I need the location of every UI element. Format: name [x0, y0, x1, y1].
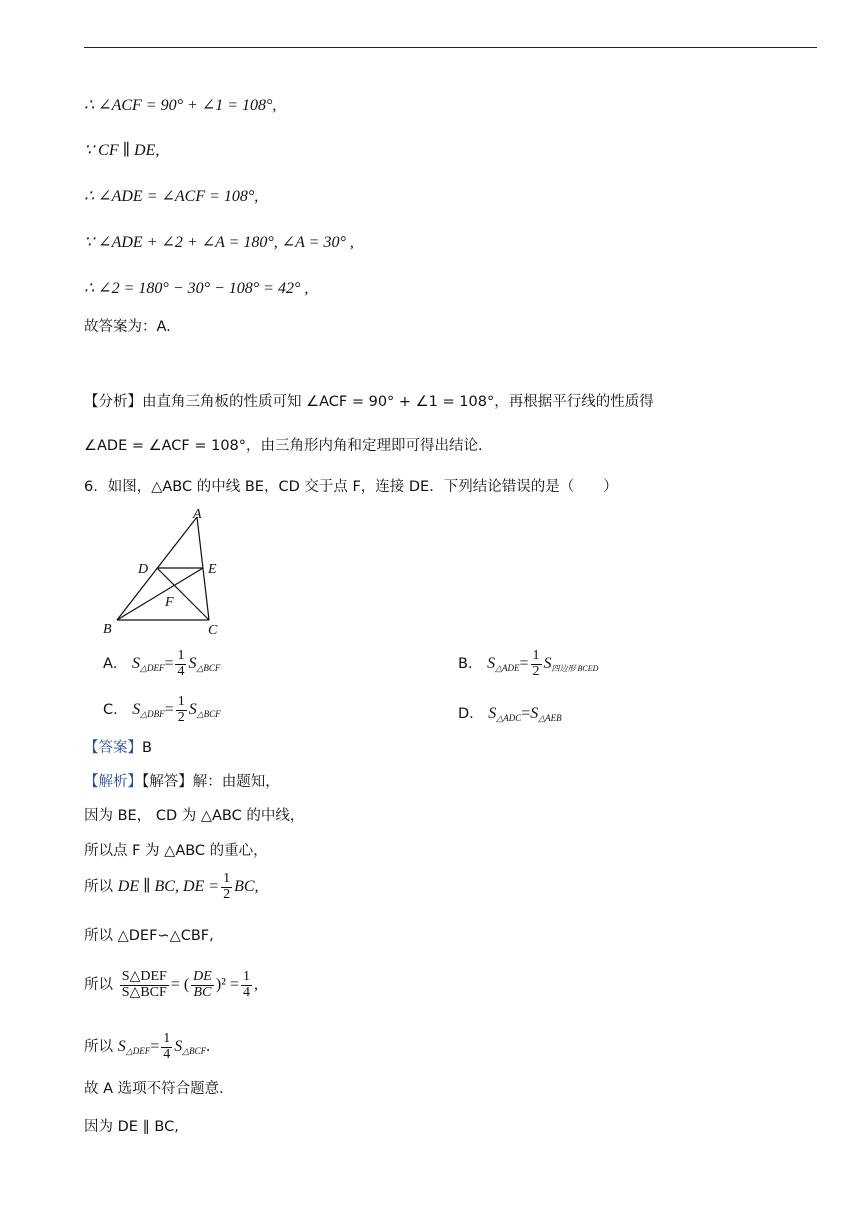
option-b-num: 1 [532, 648, 540, 663]
analysis-text-2: ∠ADE = ∠ACF = 108°，由三角形内角和定理即可得出结论. [84, 438, 483, 454]
step-5-prefix: 所以 [84, 977, 113, 994]
solution-step-6 [84, 1032, 210, 1062]
step-line-3: ∴ ∠ADE = ∠ACF = 108°, [84, 188, 259, 205]
step-5-fraction-1 [120, 970, 169, 1000]
step-5-end: , [253, 976, 258, 994]
option-b-fraction [531, 649, 542, 679]
solution-intro: 【解答】解：由题知， [142, 774, 280, 790]
triangle-figure [100, 505, 230, 640]
step-line-4: ∵ ∠ADE + ∠2 + ∠A = 180°, ∠A = 30° , [84, 234, 354, 251]
option-a-den: 4 [177, 663, 185, 679]
answer-statement: 故答案为：A. [84, 319, 171, 335]
option-a-lhs: S [132, 655, 141, 673]
step-5-fraction-3 [241, 970, 252, 1000]
step-3-num: 1 [223, 871, 231, 886]
step-5-f2-den: BC [193, 984, 212, 1000]
step-5-eq2: )² = [215, 976, 239, 994]
option-a-rhs: S [188, 655, 197, 673]
step-3-prefix: 所以 [84, 879, 113, 896]
solution-step-1: 因为 BE， CD 为 △ABC 的中线， [84, 808, 305, 824]
step-6-rhs: S [174, 1038, 183, 1056]
step-3-fraction [221, 872, 232, 902]
median-be [117, 568, 203, 620]
option-c-lhs: S [132, 701, 141, 719]
option-b-lhs-sub: △ADE [495, 663, 520, 674]
step-5-f1-num: S△DEF [121, 969, 167, 984]
solution-tag: 【解析】 [84, 774, 142, 790]
step-6-eq: = [150, 1038, 160, 1056]
option-d-rhs: S [530, 705, 539, 722]
step-3-expr-a: DE ∥ BC, DE = [117, 878, 220, 896]
option-a-eq: = [164, 655, 174, 673]
label-b: B [103, 622, 112, 637]
option-a-label: A． [103, 656, 128, 673]
step-6-fraction [161, 1032, 172, 1062]
option-d[interactable] [458, 702, 562, 724]
analysis-tag: 【分析】 [84, 394, 142, 410]
solution-step-5 [84, 970, 258, 1000]
option-a-lhs-sub: △DEF [140, 663, 165, 674]
step-6-den: 4 [163, 1046, 171, 1062]
option-d-rhs-sub: △AEB [538, 713, 562, 723]
step-5-f3-den: 4 [242, 984, 250, 1000]
label-e: E [208, 562, 217, 577]
option-d-eq: = [521, 705, 531, 722]
option-b-label: B． [458, 656, 483, 673]
step-3-den: 2 [223, 886, 231, 902]
option-b-rhs: S [543, 655, 552, 673]
step-6-num: 1 [163, 1031, 171, 1046]
step-5-f2-num: DE [193, 969, 212, 984]
median-cd [157, 568, 209, 620]
header-rule [84, 47, 817, 48]
solution-step-8: 因为 DE ∥ BC, [84, 1119, 179, 1135]
option-a-num: 1 [177, 648, 185, 663]
answer-tag: 【答案】 [84, 740, 142, 756]
option-c-num: 1 [177, 694, 185, 709]
label-d: D [138, 562, 149, 577]
option-a-fraction [175, 649, 186, 679]
step-line-1: ∴ ∠ACF = 90° + ∠1 = 108°, [84, 97, 277, 114]
step-5-f3-num: 1 [242, 969, 250, 984]
option-c-eq: = [164, 701, 174, 719]
option-b-lhs: S [487, 655, 496, 673]
label-a: A [193, 507, 202, 522]
step-6-prefix: 所以 [84, 1039, 113, 1056]
step-6-end: . [206, 1038, 211, 1056]
step-5-f1-den: S△BCF [121, 984, 167, 1000]
option-b[interactable] [458, 649, 598, 679]
step-5-eq1: = ( [170, 976, 190, 994]
label-c: C [208, 623, 218, 638]
solution-step-2: 所以点 F 为 △ABC 的重心， [84, 843, 268, 859]
analysis-paragraph [84, 394, 654, 410]
option-d-lhs-sub: △ADC [496, 713, 522, 723]
option-a[interactable] [103, 649, 220, 679]
answer-line [84, 740, 152, 756]
option-c-label: C． [103, 702, 128, 719]
option-c[interactable] [103, 695, 221, 725]
option-d-lhs: S [488, 705, 497, 722]
solution-step-3 [84, 872, 259, 902]
option-c-fraction [176, 695, 187, 725]
question-6: 6．如图，△ABC 的中线 BE，CD 交于点 F，连接 DE．下列结论错误的是（ ） [84, 479, 618, 495]
step-4-text: 所以 △DEF∽△CBF, [84, 928, 214, 944]
solution-intro-line [84, 774, 280, 790]
option-b-eq: = [519, 655, 529, 673]
step-6-rhs-sub: △BCF [182, 1046, 207, 1057]
option-d-label: D． [458, 706, 484, 722]
step-6-lhs: S [117, 1038, 126, 1056]
step-6-lhs-sub: △DEF [125, 1046, 151, 1057]
option-a-rhs-sub: △BCF [196, 663, 221, 674]
step-line-2: ∵ CF ∥ DE, [84, 142, 160, 159]
label-f: F [165, 595, 174, 610]
option-b-den: 2 [532, 663, 540, 679]
option-c-rhs: S [188, 701, 197, 719]
option-c-rhs-sub: △BCF [196, 709, 221, 720]
option-c-den: 2 [177, 709, 185, 725]
solution-step-4 [84, 928, 214, 944]
step-5-fraction-2 [191, 970, 214, 1000]
solution-step-7: 故 A 选项不符合题意. [84, 1081, 224, 1097]
option-c-lhs-sub: △DBF [140, 709, 165, 720]
step-3-expr-b: BC, [234, 878, 259, 896]
step-line-5: ∴ ∠2 = 180° − 30° − 108° = 42° , [84, 280, 309, 297]
answer-value: B [142, 740, 152, 756]
analysis-text-1: 由直角三角板的性质可知 ∠ACF = 90° + ∠1 = 108°，再根据平行线的性质得 [142, 394, 654, 410]
option-b-rhs-sub: 四边形 BCED [551, 664, 599, 674]
